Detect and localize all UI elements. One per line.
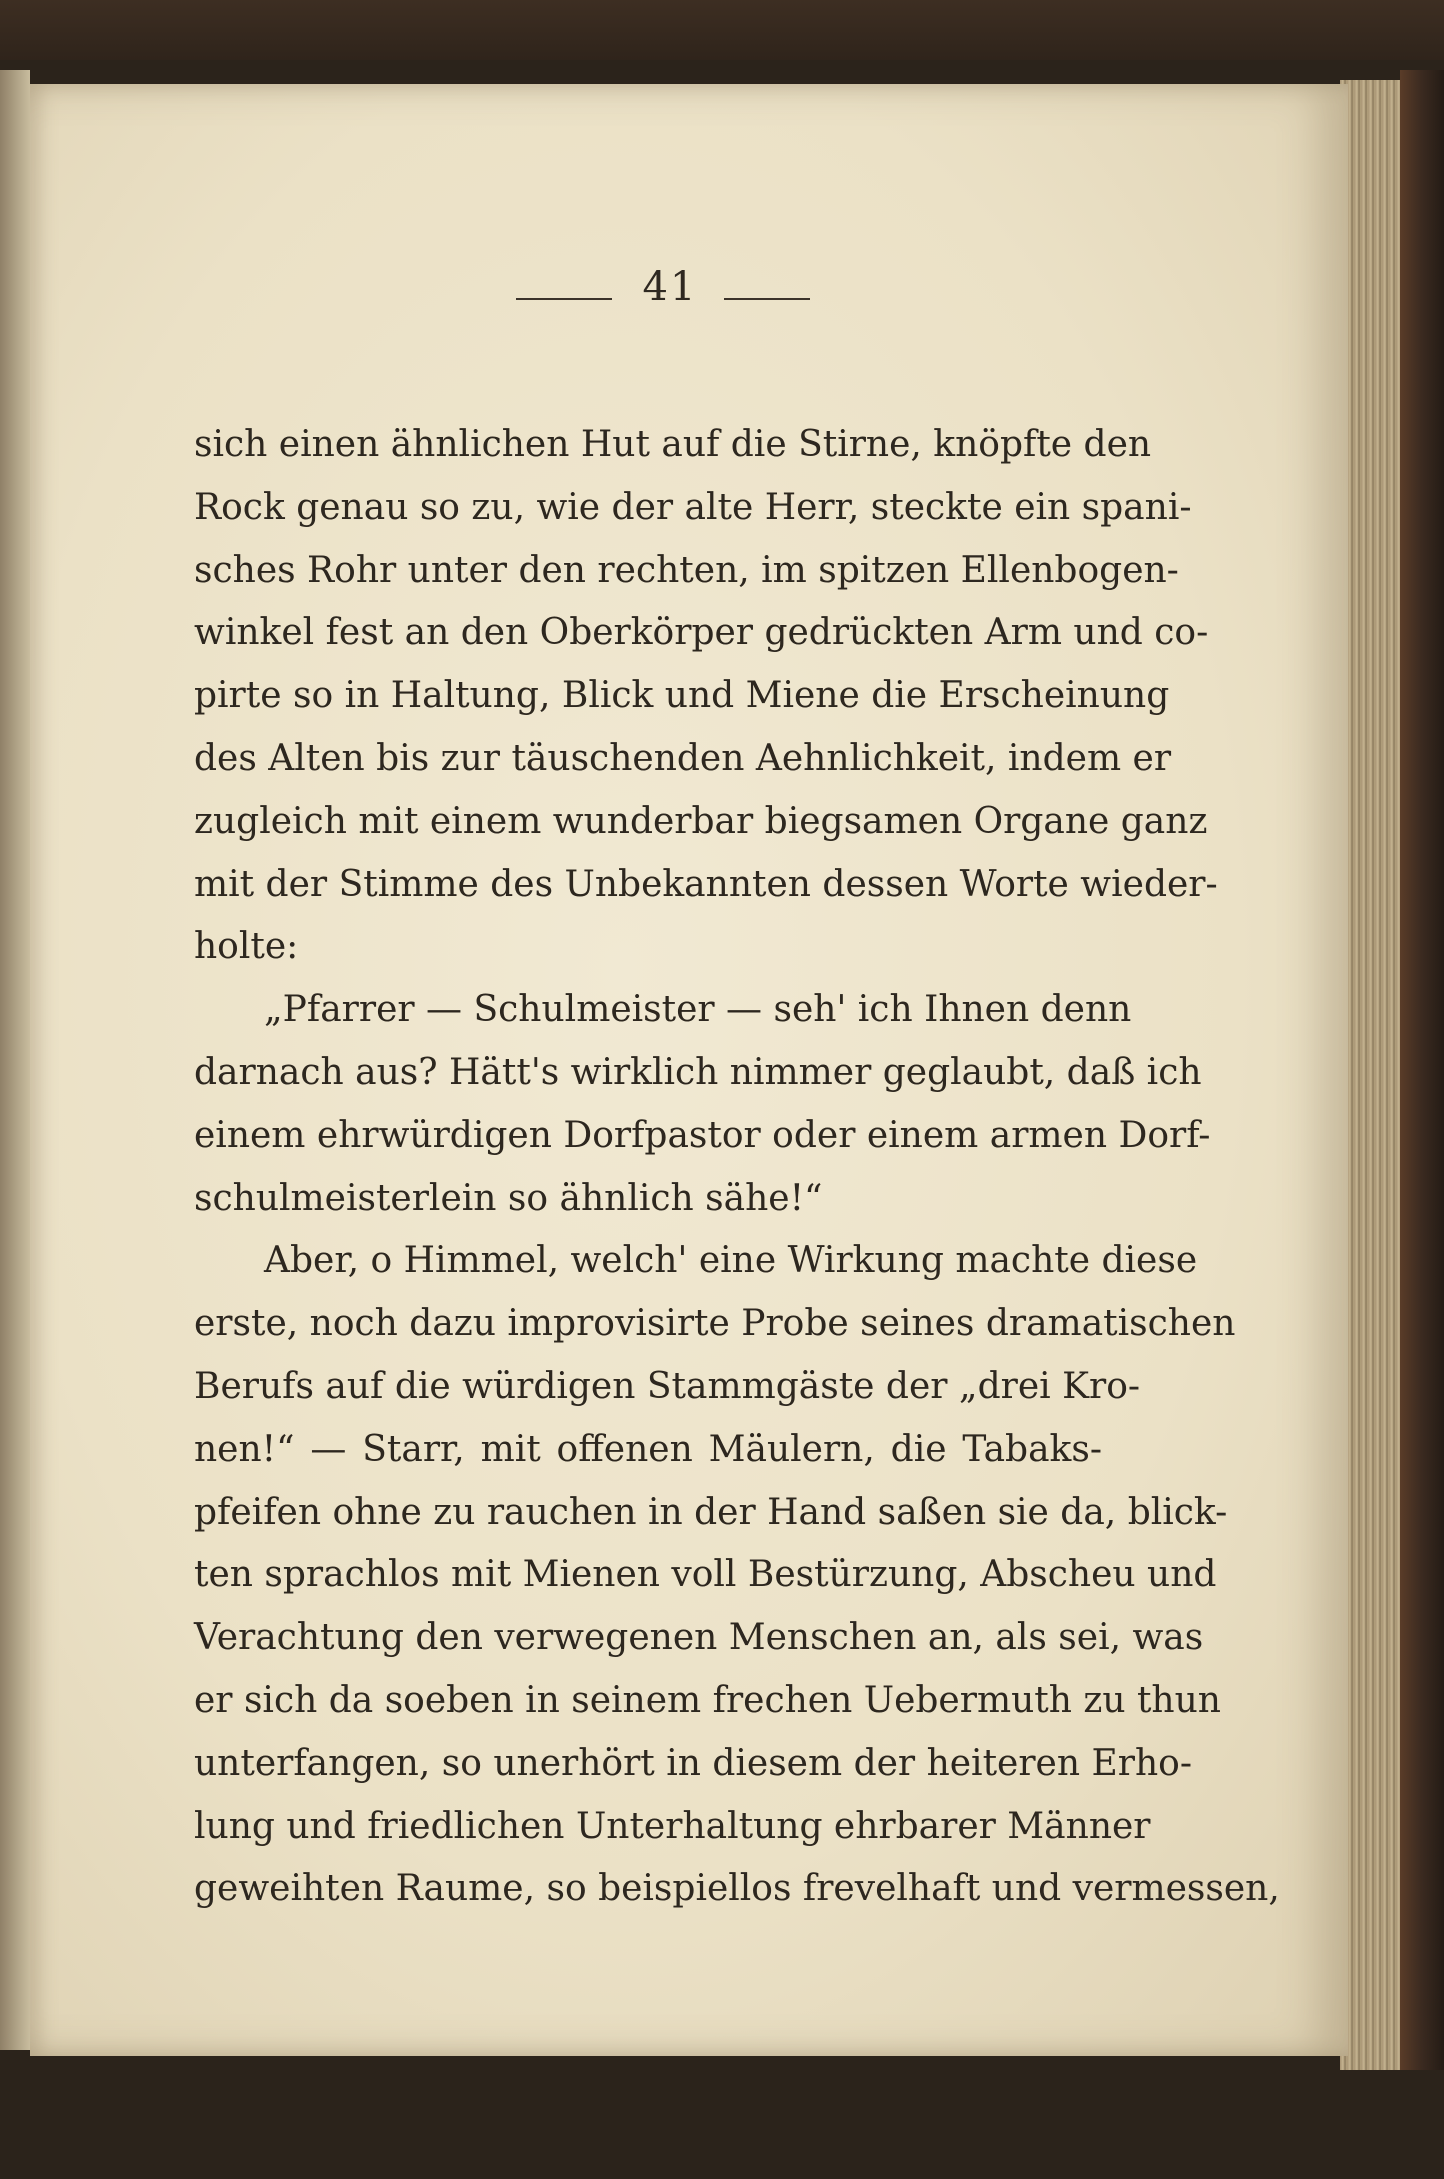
text-line: Rock genau so zu, wie der alte Herr, steckte ein spani- xyxy=(194,486,1192,528)
text-line: des Alten bis zur täuschenden Aehnlichkeit, indem er xyxy=(194,737,1172,779)
header-rule-right xyxy=(724,298,810,300)
text-line: pirte so in Haltung, Blick und Miene die Erscheinung xyxy=(194,675,1170,717)
book-cover-top xyxy=(0,0,1444,60)
text-line: Berufs auf die würdigen Stammgäste der „drei Kro- xyxy=(194,1365,1141,1407)
text-line: zugleich mit einem wunderbar biegsamen Organe ganz xyxy=(194,800,1208,842)
text-line: winkel fest an den Oberkörper gedrückten Arm und co- xyxy=(194,612,1209,654)
text-line: sches Rohr unter den rechten, im spitzen Ellenbogen- xyxy=(194,549,1179,591)
header-rule-left xyxy=(516,298,612,300)
text-line: schulmeisterlein so ähnlich sähe!“ xyxy=(194,1177,823,1219)
text-line: unterfangen, so unerhört in diesem der heiteren Erho- xyxy=(194,1742,1192,1784)
text-line: pfeifen ohne zu rauchen in der Hand saßen sie da, blick- xyxy=(194,1491,1228,1533)
text-line: Verachtung den verwegenen Menschen an, als sei, was xyxy=(194,1617,1204,1659)
text-line: einem ehrwürdigen Dorfpastor oder einem armen Dorf- xyxy=(194,1114,1211,1156)
text-line: er sich da soeben in seinem frechen Uebermuth zu thun xyxy=(194,1679,1221,1721)
page-number: 41 xyxy=(642,264,698,310)
text-line: darnach aus? Hätt's wirklich nimmer geglaubt, daß ich xyxy=(194,1051,1202,1093)
text-line: lung und friedlichen Unterhaltung ehrbarer Männer xyxy=(194,1805,1151,1847)
page-header xyxy=(60,254,1348,334)
text-line: holte: xyxy=(194,926,299,968)
page-stack-edge xyxy=(1340,80,1400,2070)
text-line: ten sprachlos mit Mienen voll Bestürzung, Abscheu und xyxy=(194,1554,1217,1596)
text-line: mit der Stimme des Unbekannten dessen Worte wieder- xyxy=(194,863,1218,905)
text-line: „Pfarrer — Schulmeister — seh' ich Ihnen denn xyxy=(264,989,1132,1031)
book-page xyxy=(30,84,1348,2056)
text-line: sich einen ähnlichen Hut auf die Stirne, knöpfte den xyxy=(194,424,1152,465)
text-line: nen!“ — Starr, mit offenen Mäulern, die Tabaks- xyxy=(194,1428,1102,1470)
body-text xyxy=(194,414,1280,1921)
previous-page-edge xyxy=(0,70,30,2050)
text-line: erste, noch dazu improvisirte Probe seines dramatischen xyxy=(194,1303,1236,1345)
text-line: geweihten Raume, so beispiellos frevelhaft und vermessen, xyxy=(194,1868,1280,1910)
book-cover-right xyxy=(1400,70,1444,2070)
text-line: Aber, o Himmel, welch' eine Wirkung machte diese xyxy=(264,1240,1198,1282)
